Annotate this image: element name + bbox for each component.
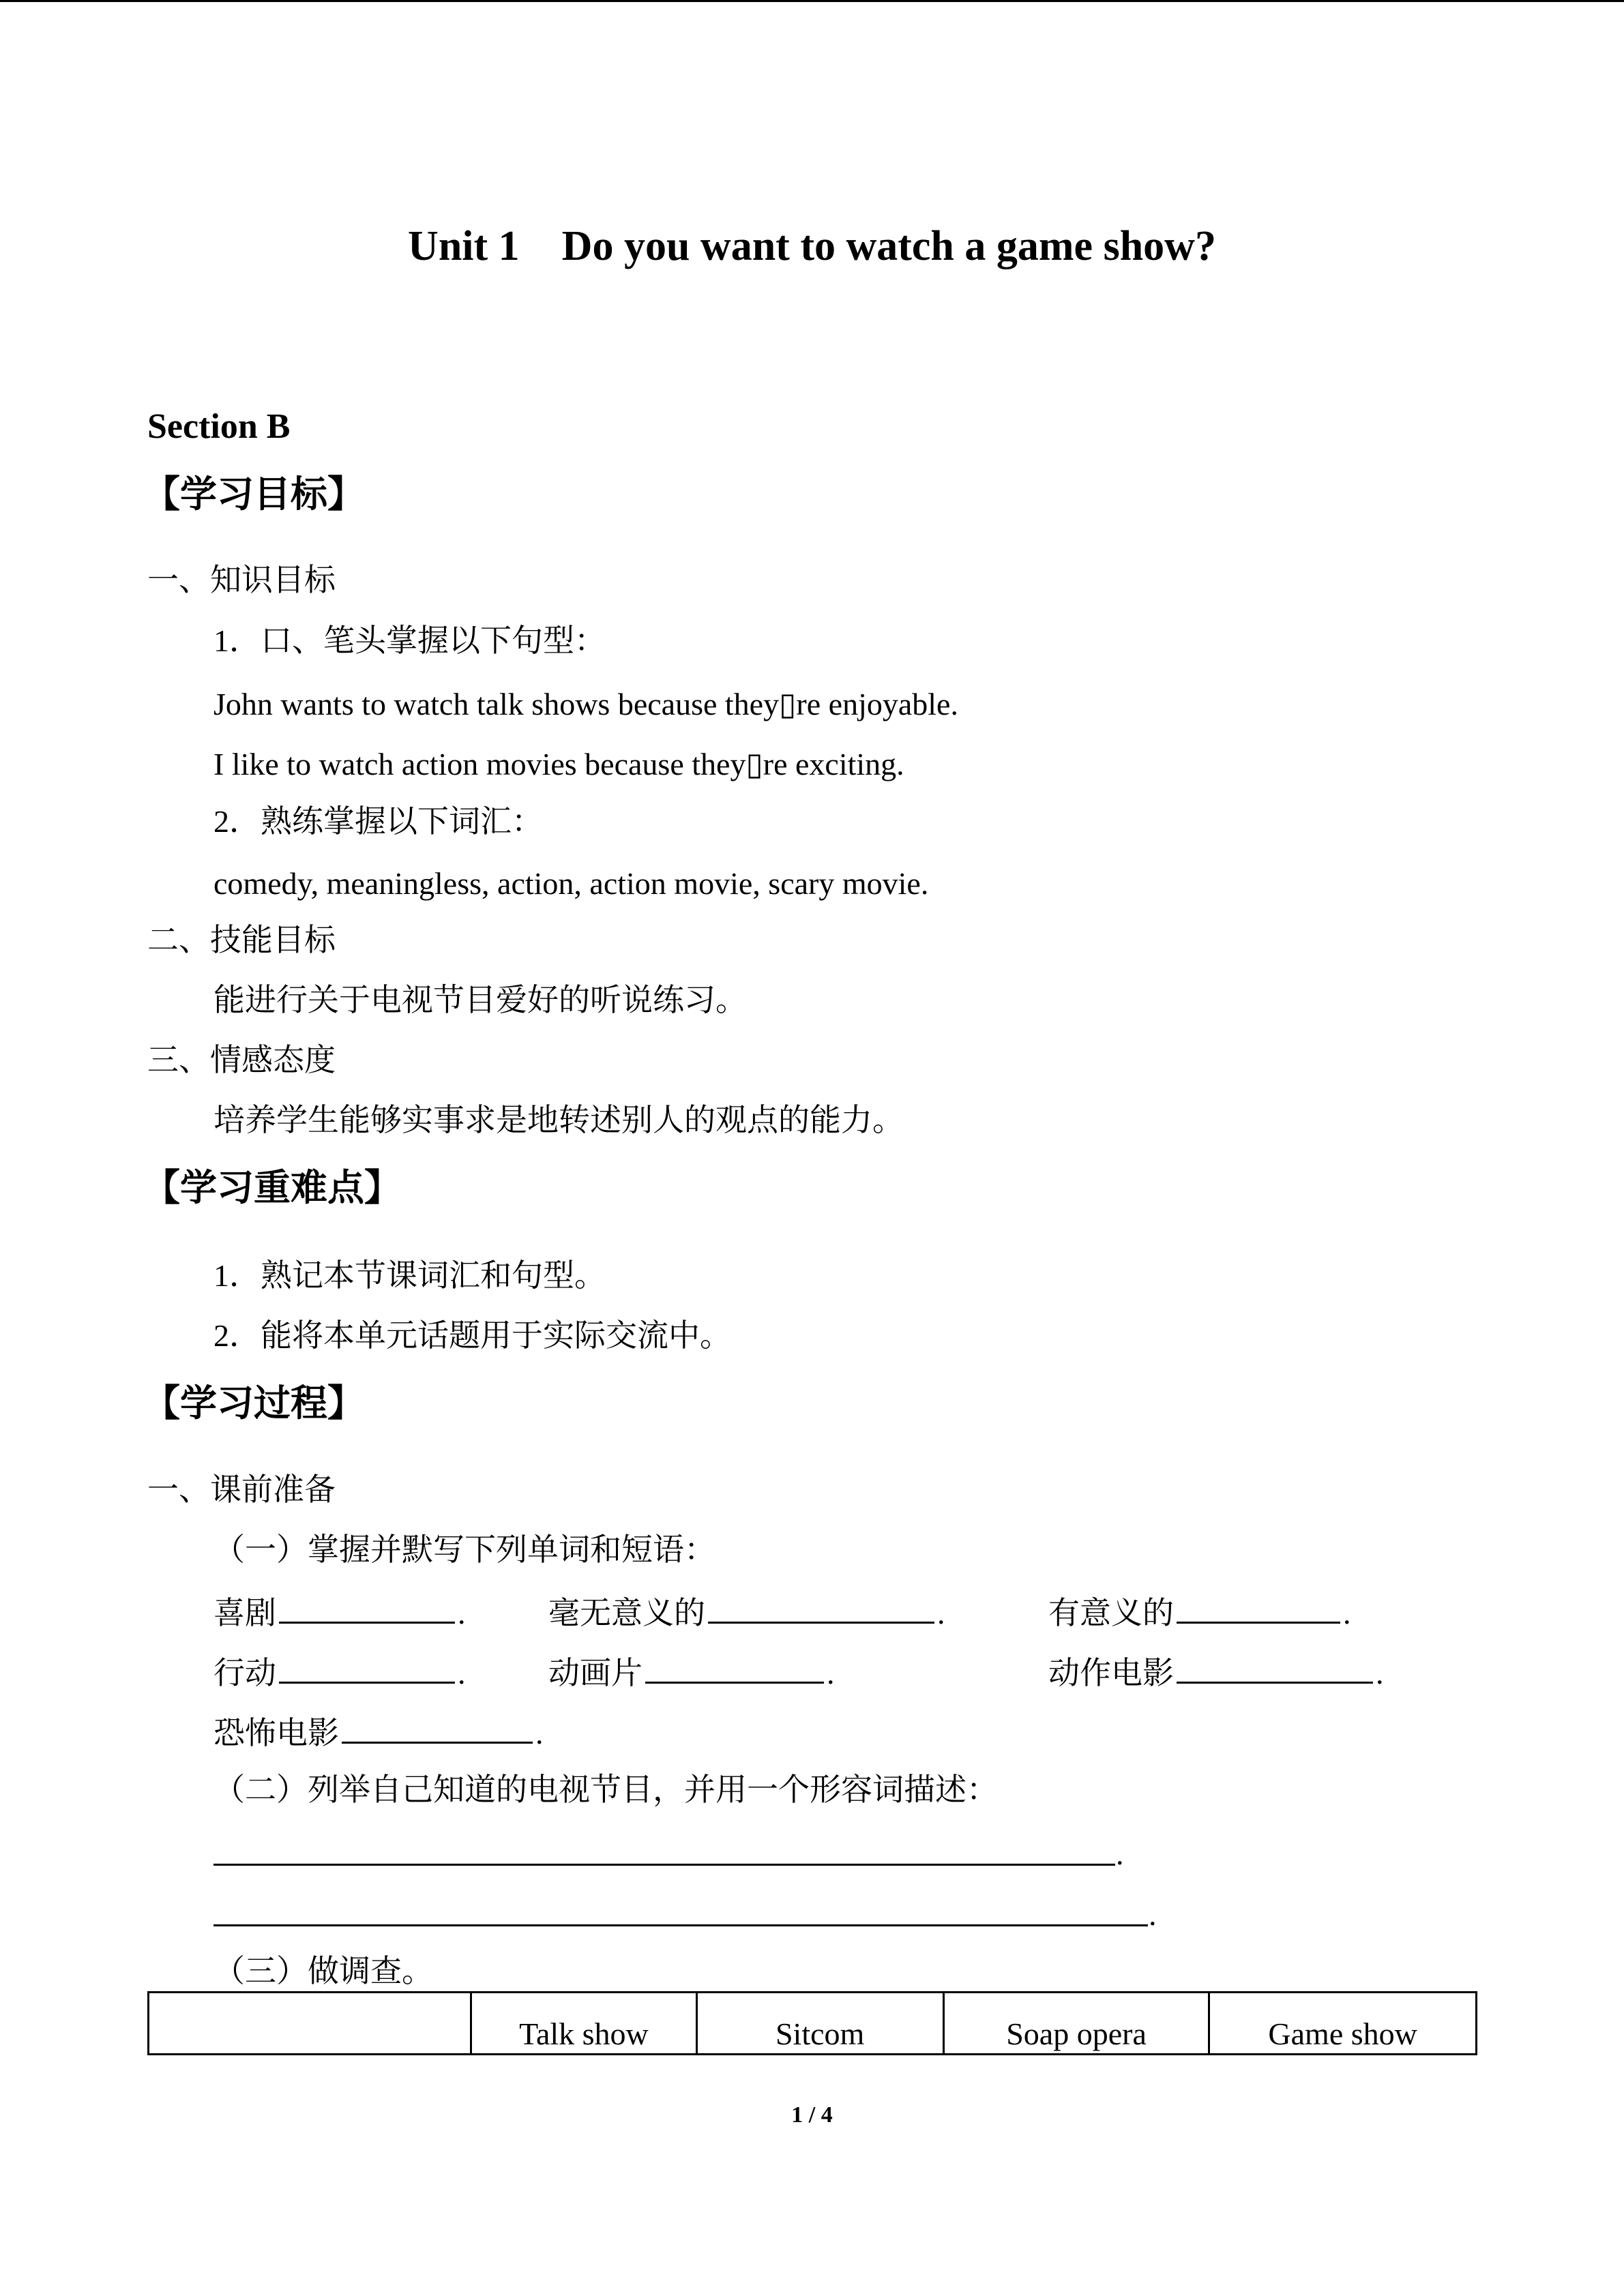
word-meaningless: 毫无意义的 . <box>548 1596 945 1630</box>
page-number: 1 / 4 <box>791 2102 833 2128</box>
table-header-cell: Soap opera <box>943 1993 1209 2055</box>
answer-blank[interactable] <box>1177 1594 1340 1624</box>
answer-blank[interactable] <box>708 1594 934 1624</box>
answer-line-2[interactable] <box>213 1924 1148 1926</box>
key-point-2: 2．能将本单元话题用于实际交流中。 <box>213 1318 731 1353</box>
word-meaningful: 有意义的 . <box>1048 1596 1351 1630</box>
knowledge-item-2: 2．熟练掌握以下词汇： <box>213 804 543 839</box>
knowledge-heading: 一、知识目标 <box>147 563 336 597</box>
word-scary-movie: 恐怖电影 . <box>213 1716 544 1750</box>
answer-blank[interactable] <box>645 1654 824 1684</box>
table-header-cell[interactable] <box>149 1993 471 2055</box>
answer-line-1[interactable] <box>213 1864 1115 1866</box>
table-header-cell: Game show <box>1209 1993 1477 2055</box>
task-3: （三）做调查。 <box>213 1954 433 1988</box>
knowledge-item-1: 1．口、笔头掌握以下句型： <box>213 623 606 658</box>
section-label: Section B <box>147 407 291 446</box>
table-header-row <box>149 1993 1477 2055</box>
word-comedy: 喜剧 . <box>213 1596 466 1630</box>
answer-line-1-end: . <box>1116 1836 1124 1871</box>
word-action-movie: 动作电影 . <box>1048 1656 1384 1690</box>
word-action: 行动 . <box>213 1656 466 1690</box>
answer-blank[interactable] <box>342 1714 533 1744</box>
top-border <box>0 0 1624 2</box>
answer-line-2-end: . <box>1149 1897 1157 1932</box>
answer-blank[interactable] <box>279 1654 455 1684</box>
attitude-text: 培养学生能够实事求是地转述别人的观点的能力。 <box>213 1103 904 1137</box>
skill-text: 能进行关于电视节目爱好的听说练习。 <box>213 983 747 1017</box>
key-point-1: 1．熟记本节课词汇和句型。 <box>213 1258 606 1293</box>
answer-blank[interactable] <box>1177 1654 1373 1684</box>
skill-heading: 二、技能目标 <box>147 923 336 957</box>
page-title: Unit 1 Do you want to watch a game show? <box>408 223 1216 269</box>
key-points-header: 【学习重难点】 <box>143 1166 401 1209</box>
task-1: （一）掌握并默写下列单词和短语： <box>213 1532 715 1567</box>
objectives-header: 【学习目标】 <box>143 473 364 516</box>
sentence-1: John wants to watch talk shows because they▯re enjoyable. <box>213 687 958 721</box>
vocab-list: comedy, meaningless, action, action movie, scary movie. <box>213 866 929 901</box>
survey-table <box>147 1991 1477 2055</box>
word-cartoon: 动画片 . <box>548 1656 835 1690</box>
answer-blank[interactable] <box>279 1594 455 1624</box>
sentence-2: I like to watch action movies because they▯re exciting. <box>213 747 904 781</box>
attitude-heading: 三、情感态度 <box>147 1043 336 1077</box>
table-header-cell: Talk show <box>471 1993 696 2055</box>
prep-heading: 一、课前准备 <box>147 1472 336 1507</box>
table-header-cell: Sitcom <box>696 1993 943 2055</box>
task-2: （二）列举自己知道的电视节目，并用一个形容词描述： <box>213 1772 998 1807</box>
process-header: 【学习过程】 <box>143 1382 364 1425</box>
